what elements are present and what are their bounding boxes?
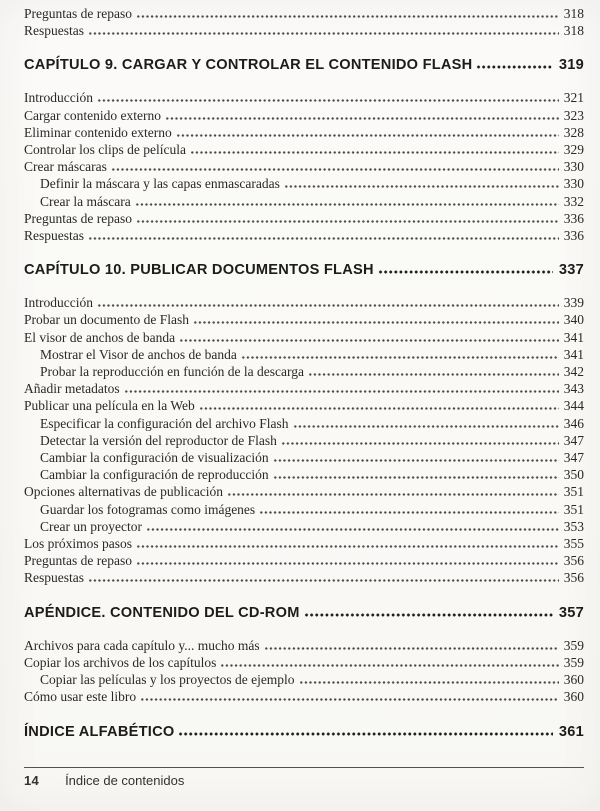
toc-entry-title: Crear la máscara xyxy=(40,193,131,209)
toc-entry xyxy=(24,89,584,106)
toc-entry xyxy=(24,380,584,397)
chapter-heading-title: ÍNDICE ALFABÉTICO xyxy=(24,723,175,740)
entry-dot-leader xyxy=(227,493,559,496)
toc-entry xyxy=(24,397,584,414)
entry-dot-leader xyxy=(97,99,559,102)
toc-entry-page-number: 356 xyxy=(563,570,584,586)
chapter-heading-title: APÉNDICE. CONTENIDO DEL CD-ROM xyxy=(24,604,300,621)
toc-entry xyxy=(24,294,584,311)
toc-entry-title: Especificar la configuración del archivo Flash xyxy=(40,415,289,431)
toc-entry-title: Opciones alternativas de publicación xyxy=(24,484,224,500)
toc-entry-title: Los próximos pasos xyxy=(24,536,132,552)
toc-entry-page-number: 330 xyxy=(563,176,584,192)
toc-entry-page-number: 360 xyxy=(563,689,584,705)
toc-entry xyxy=(24,654,584,671)
entry-dot-leader xyxy=(88,237,559,240)
toc-entry-page-number: 359 xyxy=(563,654,584,670)
toc-entry-page-number: 339 xyxy=(563,295,584,311)
entry-dot-leader xyxy=(259,511,559,514)
toc-entry-page-number: 323 xyxy=(563,107,584,123)
entry-dot-leader xyxy=(111,168,559,171)
toc-entry-title: Publicar una película en la Web xyxy=(24,398,195,414)
toc-entry-page-number: 330 xyxy=(563,159,584,175)
toc-entry xyxy=(24,329,584,346)
heading-dot-leader xyxy=(378,270,553,274)
toc-entry-title: Archivos para cada capítulo y... mucho más xyxy=(24,637,260,653)
footer-section-label: Índice de contenidos xyxy=(65,773,185,788)
chapter-heading-title: CAPÍTULO 9. CARGAR Y CONTROLAR EL CONTENIDO FLASH xyxy=(24,57,473,74)
entry-dot-leader xyxy=(165,117,559,120)
toc-entry xyxy=(24,569,584,586)
entry-dot-leader xyxy=(220,664,558,667)
chapter-heading-page-number: 319 xyxy=(558,57,584,74)
toc-entry-title: Preguntas de repaso xyxy=(24,6,132,21)
toc-entry-title: Cambiar la configuración de reproducción xyxy=(40,467,269,483)
toc-entry-page-number: 356 xyxy=(563,553,584,569)
table-of-contents xyxy=(24,5,584,756)
toc-entry-title: Controlar los clips de película xyxy=(24,142,186,158)
toc-entry-title: Definir la máscara y las capas enmascaradas xyxy=(40,176,280,192)
toc-entry-title: Preguntas de repaso xyxy=(24,210,132,226)
toc-entry-page-number: 355 xyxy=(563,536,584,552)
toc-entry-title: Mostrar el Visor de anchos de banda xyxy=(40,346,237,362)
toc-entry xyxy=(24,175,584,192)
toc-entry-page-number: 336 xyxy=(563,210,584,226)
toc-entry-page-number: 336 xyxy=(563,228,584,244)
toc-entry-page-number: 342 xyxy=(563,364,584,380)
toc-entry xyxy=(24,449,584,466)
toc-section xyxy=(24,722,584,742)
toc-entry xyxy=(24,311,584,328)
chapter-heading xyxy=(24,260,584,280)
toc-entry xyxy=(24,432,584,449)
toc-entry xyxy=(24,552,584,569)
toc-entry-title: Cambiar la configuración de visualización xyxy=(40,450,269,466)
entry-dot-leader xyxy=(273,459,559,462)
toc-entry-title: Introducción xyxy=(24,295,93,311)
toc-entry-title: Probar la reproducción en función de la descarga xyxy=(40,364,305,380)
toc-entry-page-number: 359 xyxy=(563,637,584,653)
toc-entry-page-number: 340 xyxy=(563,312,584,328)
toc-entry xyxy=(24,346,584,363)
toc-entry-title: Cómo usar este libro xyxy=(24,689,137,705)
page-footer xyxy=(24,767,584,788)
toc-entry-title: Introducción xyxy=(24,90,93,106)
toc-entry xyxy=(24,483,584,500)
toc-entry-page-number: 347 xyxy=(563,450,584,466)
toc-entry-page-number: 351 xyxy=(563,501,584,517)
toc-entry xyxy=(24,518,584,535)
toc-entry-page-number: 353 xyxy=(563,518,584,534)
entry-dot-leader xyxy=(281,442,559,445)
entry-dot-leader xyxy=(140,698,559,701)
toc-entry-page-number: 321 xyxy=(563,90,584,106)
toc-entry-page-number: 341 xyxy=(563,329,584,345)
toc-entry-page-number: 332 xyxy=(563,193,584,209)
toc-entry-title: Preguntas de repaso xyxy=(24,553,132,569)
toc-entry-title: Crear un proyector xyxy=(40,518,142,534)
chapter-heading-title: CAPÍTULO 10. PUBLICAR DOCUMENTOS FLASH xyxy=(24,262,374,279)
entry-dot-leader xyxy=(299,681,559,684)
toc-entry-title: Cargar contenido externo xyxy=(24,107,161,123)
entry-dot-leader xyxy=(97,304,559,307)
entry-dot-leader xyxy=(190,151,559,154)
toc-entry xyxy=(24,501,584,518)
chapter-heading xyxy=(24,722,584,742)
toc-entry xyxy=(24,141,584,158)
entry-dot-leader xyxy=(88,32,559,35)
toc-entry-page-number: 360 xyxy=(563,672,584,688)
entry-dot-leader xyxy=(136,545,559,548)
entry-dot-leader xyxy=(193,321,559,324)
entry-dot-leader xyxy=(179,339,559,342)
chapter-heading-page-number: 337 xyxy=(558,262,584,279)
heading-dot-leader xyxy=(476,65,552,69)
heading-dot-leader xyxy=(304,613,553,617)
toc-entry-page-number: 318 xyxy=(563,6,584,21)
toc-entry xyxy=(24,107,584,124)
toc-entry-title: Probar un documento de Flash xyxy=(24,312,189,328)
toc-entry xyxy=(24,124,584,141)
toc-entry xyxy=(24,688,584,705)
toc-entry xyxy=(24,193,584,210)
toc-section xyxy=(24,5,584,39)
footer-page-number: 14 xyxy=(24,773,40,788)
entry-dot-leader xyxy=(284,185,559,188)
toc-entry xyxy=(24,466,584,483)
entry-dot-leader xyxy=(136,15,559,18)
chapter-heading-page-number: 361 xyxy=(558,723,584,740)
chapter-heading xyxy=(24,55,584,75)
toc-entry xyxy=(24,535,584,552)
toc-entry-title: El visor de anchos de banda xyxy=(24,329,176,345)
toc-entry xyxy=(24,227,584,244)
toc-entry-page-number: 343 xyxy=(563,381,584,397)
toc-entry xyxy=(24,5,584,22)
entry-dot-leader xyxy=(264,647,559,650)
toc-entry xyxy=(24,158,584,175)
toc-entry-page-number: 318 xyxy=(563,23,584,39)
heading-dot-leader xyxy=(178,732,552,736)
toc-entry-page-number: 329 xyxy=(563,142,584,158)
toc-section xyxy=(24,55,584,244)
entry-dot-leader xyxy=(293,425,559,428)
toc-entry-page-number: 341 xyxy=(563,346,584,362)
toc-entry-title: Respuestas xyxy=(24,228,84,244)
toc-entry-title: Crear máscaras xyxy=(24,159,107,175)
entry-dot-leader xyxy=(136,562,559,565)
entry-dot-leader xyxy=(199,407,559,410)
toc-entry-title: Copiar los archivos de los capítulos xyxy=(24,654,217,670)
toc-entry-page-number: 328 xyxy=(563,124,584,140)
toc-entry-title: Detectar la versión del reproductor de Flash xyxy=(40,432,277,448)
toc-entry-page-number: 347 xyxy=(563,432,584,448)
entry-dot-leader xyxy=(176,134,559,137)
toc-entry-title: Eliminar contenido externo xyxy=(24,124,172,140)
toc-entry xyxy=(24,210,584,227)
entry-dot-leader xyxy=(88,579,559,582)
entry-dot-leader xyxy=(241,356,559,359)
toc-entry-title: Copiar las películas y los proyectos de ejemplo xyxy=(40,672,295,688)
chapter-heading xyxy=(24,603,584,623)
entry-dot-leader xyxy=(136,220,559,223)
toc-entry-page-number: 344 xyxy=(563,398,584,414)
toc-entry xyxy=(24,415,584,432)
entry-dot-leader xyxy=(135,203,559,206)
chapter-heading-page-number: 357 xyxy=(558,604,584,621)
toc-entry xyxy=(24,637,584,654)
toc-entry-page-number: 346 xyxy=(563,415,584,431)
toc-entry-title: Añadir metadatos xyxy=(24,381,120,397)
toc-entry-title: Respuestas xyxy=(24,23,84,39)
toc-entry xyxy=(24,671,584,688)
toc-entry xyxy=(24,363,584,380)
toc-entry-title: Respuestas xyxy=(24,570,84,586)
toc-entry-page-number: 351 xyxy=(563,484,584,500)
entry-dot-leader xyxy=(273,476,559,479)
entry-dot-leader xyxy=(308,373,559,376)
toc-entry xyxy=(24,22,584,39)
entry-dot-leader xyxy=(124,390,559,393)
toc-entry-title: Guardar los fotogramas como imágenes xyxy=(40,501,256,517)
entry-dot-leader xyxy=(146,528,559,531)
toc-section xyxy=(24,260,584,586)
toc-entry-page-number: 350 xyxy=(563,467,584,483)
toc-section xyxy=(24,603,584,706)
